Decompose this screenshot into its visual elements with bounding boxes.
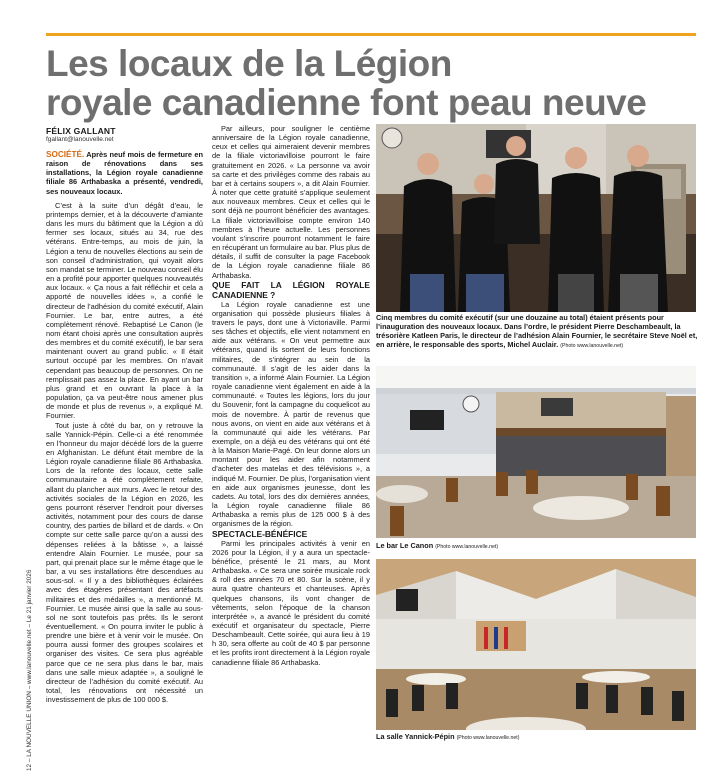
kicker: SOCIÉTÉ. (46, 150, 85, 159)
paragraph: C’est à la suite d’un dégât d’eau, le printemps dernier, et à la découverte d’amiante dans les murs du bâtiment que la Légion a dû fermer ses locaux, situés au 34, rue des vétérans. Entre-temps, au mois de juin, la Légion a tenu de nouvelles élections au sein de son conseil d’administration, qui voyait alors son mandat se terminer. Le nouveau conseil élu en a profité pour apporter quelques nouveautés aux locaux. « Ça nous a fait réfléchir et cela a apporté de nouvelles idées », a confié le directeur de l’adhésion du comité exécutif, Alain Fournier. Le bar, entre autres, a été complètement rénové. Rebaptisé Le Canon (le nom étant choisi après une consultation auprès des membres et du comité exécutif), le bar sera maintenant ouvert au grand public. « Il était surtout occupé par les membres. On n’avait cependant pas beaucoup de personnes. On ne remplissait pas assez la place. En ayant un bar plus grand et en ouvrant la place à la population, ça va peut-être nous amener plus de monde et plus de revenus », a expliqué M. Fournier. (46, 200, 203, 421)
photo-hall-caption (376, 732, 698, 743)
caption-text: Le bar Le Canon (376, 541, 434, 550)
folio-text: 12 – LA NOUVELLE UNION – www.lanouvelle.net – Le 21 janvier 2026 (26, 569, 33, 771)
caption-text: La salle Yannick-Pépin (376, 732, 455, 741)
headline-line-1: Les locaux de la Légion (46, 43, 452, 84)
photo-credit: (Photo www.lanouvelle.net) (456, 735, 520, 741)
bar-photo-illustration (376, 366, 696, 538)
article-column-2 (212, 124, 370, 667)
top-rule (46, 33, 696, 36)
photo-credit: (Photo www.lanouvelle.net) (435, 544, 499, 550)
page-folio (26, 569, 36, 771)
caption-text: Cinq membres du comité exécutif (sur une douzaine au total) étaient présents pour l’inauguration des nouveaux locaux. Dans l’ordre, le président Pierre Deschambeault, la trésorière Katleen Paris, le directeur de l’adhésion Alain Fournier, le secrétaire Steve Noël et, en arrière, le responsable des sports, Michel Auclair. (376, 313, 698, 349)
photo-bar-caption (376, 541, 698, 552)
headline-line-2: royale canadienne font peau neuve (46, 82, 647, 123)
paragraph: La Légion royale canadienne est une organisation qui possède plusieurs filiales à travers le pays, dont une à Victoriaville. Parmi ses tâches et objectifs, elle vient notamment en aide aux vétérans. « On veut permettre aux vétérans, quand ils sortent de leurs fonctions militaires, de s’intégrer au sein de la communauté. Il s’agit de les aider dans la transition », a informé Alain Fournier. La Légion royale canadienne vient également en aide à la communauté. « Toutes les légions, lors du jour du Souvenir, font la campagne du coquelicot au mois de novembre. À partir de revenus que nous avons, on vient en aide aux vétérans et à la communauté qui aide les vétérans. Par exemple, on a déjà eu des vétérans qui ont été à la Maison Marie-Pagé. On leur donne alors un montant pour les aider afin notamment d’acheter des matelas et des télévisions », a indiqué M. Fournier. De plus, l’organisation vient en aide aux organismes jeunesse, dont les cadets. Au total, lors des dix dernières années, la Légion royale canadienne filiale 86 Arthabaska a remis plus de 125 000 $ à des organismes de la région. (212, 299, 370, 529)
photo-committee (376, 124, 696, 312)
committee-photo-illustration (376, 124, 696, 312)
author-name: FÉLIX GALLANT (46, 126, 116, 136)
photo-bar (376, 366, 696, 538)
subhead-spectacle: SPECTACLE-BÉNÉFICE (212, 528, 308, 539)
subhead-que-fait: QUE FAIT LA LÉGION ROYALE CANADIENNE ? (212, 279, 370, 300)
article-lead (46, 150, 203, 196)
hall-photo-illustration (376, 559, 696, 730)
headline (46, 44, 706, 122)
article-column-1 (46, 150, 203, 704)
lead-text: Après neuf mois de fermeture en raison de rénovations dans ses installations, la Légion royale canadienne filiale 86 Arthabaska a présenté, vendredi, ses nouveaux locaux. (46, 150, 203, 196)
paragraph: Par ailleurs, pour souligner le centième anniversaire de la Légion royale canadienne, ceux et celles qui aimeraient devenir membres de la filiale victoriavilloise pourront le faire gratuitement en 2026. « La personne va avoir sa carte et des privilèges comme des rabais au bar et à certains soupers », a dit Alain Fournier. À noter que cette gratuité s’applique seulement aux nouveaux membres. Ceux et celles qui le sont déjà ne pourront bénéficier des avantages. La filiale victoriavilloise compte environ 140 membres à l’heure actuelle. Les personnes voulant s’inscrire pourront notamment le faire en récupérant un formulaire au bar. Plus plus de détails, il suffit de consulter la page Facebook de la Légion royale canadienne filiale 86 Arthabaska. (212, 124, 370, 280)
author-email: fgallant@lanouvelle.net (46, 136, 114, 143)
paragraph: Parmi les principales activités à venir en 2026 pour la Légion, il y a aura un spectacle-bénéfice, présenté le 21 mars, au Mont Arthabaska. « Ce sera une soirée musicale rock & roll des années 70 et 80. Sur la scène, il y aura quatre chanteurs et chanteuses. Après quelques chansons, ils vont changer de vêtements, selon l’époque de la chanson interprétée », a avancé le président du comité exécutif et organisateur du spectacle, Pierre Deschambeault. Cette soirée, qui aura lieu à 19 h 30, sera offerte au coût de 40 $ par personne et les profits iront directement à la Légion royale canadienne filiale 86 Arthabaska. (212, 538, 370, 667)
paragraph: Tout juste à côté du bar, on y retrouve la salle Yannick-Pépin. Celle-ci a été renommée en l’honneur du major décédé lors de la guerre en Afghanistan. Le défunt était membre de la Légion royale canadienne filiale 86 Arthabaska. Lors de la refonte des locaux, cette salle communautaire a été complètement refaite, allant du plancher aux murs. Avec le retour des activités sociales de la Légion en 2026, les gens pourront réserver l’endroit pour diverses activités, notamment pour des cours de danse country, des parties de billard et de dards. « On compte sur cette salle parce qu’on a aussi des dépenses reliées à la bâtisse », a laissé entendre Alain Fournier. Le musée, pour sa part, qui prenait place sur le même étage que le bar, a vu ses installations être descendues au sous-sol. « Il y a des bibliothèques éclairées avec des étagères présentant des artéfacts militaires et des médailles », a mentionné M. Fournier. Le musée ainsi que la salle au sous-sol ne sont toutefois pas prêts. Ils le seront éventuellement. « On pourra inviter le public à prendre une bière et à venir voir le musée. On pourra aussi former des groupes scolaires et organiser des visites. Ce sera plus agréable parce que ce ne sera plus dans le bar, mais dans une salle mieux adaptée », a souligné le directeur de l’adhésion du comité exécutif. Au total, les rénovations ont nécessité un investissement de plus de 100 000 $. (46, 420, 203, 705)
photo-committee-caption (376, 313, 698, 351)
photo-credit: (Photo www.lanouvelle.net) (560, 343, 624, 349)
photo-hall (376, 559, 696, 730)
